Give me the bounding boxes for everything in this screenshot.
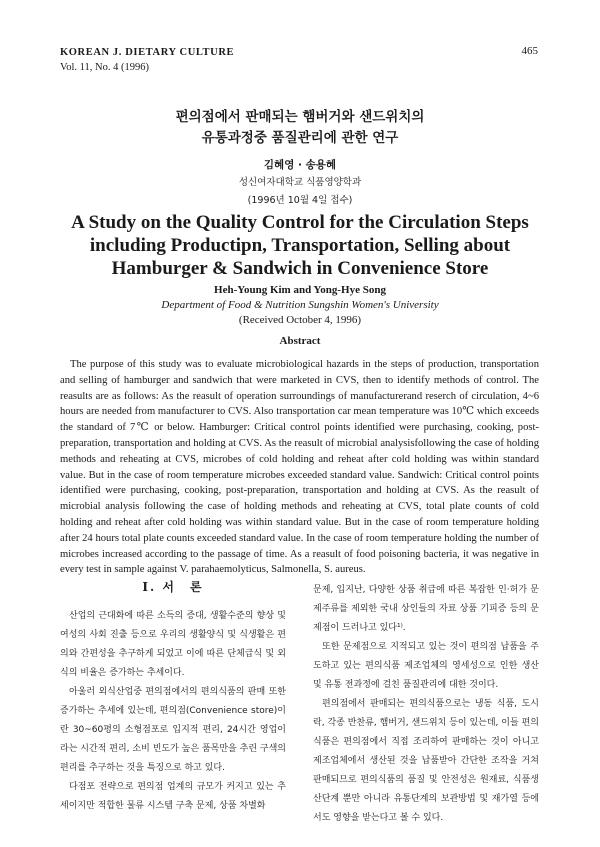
body-column-right bbox=[313, 581, 539, 828]
korean-author-block bbox=[0, 156, 600, 210]
abstract bbox=[60, 357, 539, 578]
english-title-line-1: A Study on the Quality Control for the Circulation Steps bbox=[71, 212, 529, 233]
english-received-date: (Received October 4, 1996) bbox=[238, 314, 362, 326]
korean-affiliation: 성신여자대학교 식품영양학과 bbox=[238, 177, 362, 188]
english-title-line-3: Hamburger & Sandwich in Convenience Store bbox=[111, 258, 489, 279]
korean-title-line-2: 유통과정중 품질관리에 관한 연구 bbox=[201, 130, 399, 146]
abstract-heading: Abstract bbox=[279, 335, 321, 347]
korean-received-date: (1996년 10월 4일 접수) bbox=[247, 195, 353, 206]
body-column-left bbox=[60, 578, 286, 816]
page-number: 465 bbox=[521, 45, 538, 57]
korean-authors: 김혜영 · 송용혜 bbox=[263, 159, 337, 171]
english-title bbox=[0, 211, 600, 280]
body-paragraph: 편의점에서 판매되는 편의식품으로는 냉동 식품, 도시락, 각종 반찬류, 햄버거, 샌드위치 등이 있는데, 이들 편의 식품은 편의점에서 직접 조리하여 판매하는 것이 아니고 제조업체에서 생산된 것을 납품받아 간단한 조작을 거쳐 판매되므로 편의식품의 품질 및 안전성은 원재료, 식품생산단계 뿐만 아니라 유통단계의 보관방법 및 재가열 등에서도 영향을 받는다고 볼 수 있다. bbox=[313, 699, 539, 823]
journal-name: KOREAN J. DIETARY CULTURE bbox=[60, 47, 235, 58]
english-authors: Heh-Young Kim and Yong-Hye Song bbox=[214, 284, 386, 296]
body-paragraph: 아울러 외식산업중 편의점에서의 편의식품의 판매 또한 증가하는 추세에 있는데, 편의점(Convenience store)이란 30~60평의 소형점포로 입지적 편리, 24시간 영업이라는 시간적 편리, 소비 빈도가 높은 품목만을 추린 구색의 편리를 추구하는 것을 특징으로 하고 있다. bbox=[60, 687, 286, 773]
abstract-body: The purpose of this study was to evaluate microbiological hazards in the steps of production, transportation and selling of hamburger and sandwich that were marketed in CVS, then to identify methods of control. The reasults are as follows: As the reasult of operation surroundings of manufacturerand reserch of circulation, 4~6 hours are needed from manufacturer to CVS. Also transportation car mean temperature was 10℃ which exceeds the standard of 7℃ or below. Hamburger: Critical control points identified were purchasing, cooking, post-preparation, transportation and holding at CVS. As the reasult of microbial analysisfollowing the case of holding methods and reheating at CVS, microbes of cold holding and reheat after cold holding was within standard value. But in the case of room temperature microbes exceeded standard value. Sandwich: Critical control points identified were purchasing, cooking, post-preparation, transportation and holding at CVS. As the reasult of microbial analysis following the case of holding methods and reheating at CVS, total plate counts of cold holding and reheat after cold holding was within standard value. But in the case of room temperature holding after 24 hours total plate counts exceeded standard value. In the case of room temperature holding the number of microbes increased according to the passage of time. As a reasult of food poisoning bacteria, it was negative in every test in sample against V. parahaemolyticus, Salmonella, S. aureus. bbox=[60, 359, 539, 576]
korean-title bbox=[0, 107, 600, 149]
english-department: Department of Food & Nutrition Sungshin Women's University bbox=[161, 299, 439, 311]
korean-title-line-1: 편의점에서 판매되는 햄버거와 샌드위치의 bbox=[175, 109, 425, 125]
english-author-block bbox=[0, 283, 600, 328]
section-heading-introduction: I. 서 론 bbox=[142, 580, 204, 594]
body-paragraph: 다점포 전략으로 편의점 업계의 규모가 커지고 있는 추세이지만 적합한 물류 시스템 구축 문제, 상품 차별화 bbox=[60, 782, 286, 811]
journal-volume: Vol. 11, No. 4 (1996) bbox=[60, 62, 149, 73]
body-paragraph: 산업의 근대화에 따른 소득의 증대, 생활수준의 향상 및 여성의 사회 진출 등으로 우리의 생활양식 및 식생활은 편의와 간편성을 추구하게 되었고 이에 따른 단체급식 및 외식의 비율은 증가하는 추세이다. bbox=[60, 611, 286, 678]
body-paragraph: 또한 문제점으로 지적되고 있는 것이 편의점 납품을 주도하고 있는 편의식품 제조업체의 영세성으로 인한 생산 및 유통 전과정에 걸친 품질관리에 대한 것이다. bbox=[313, 642, 539, 690]
body-paragraph: 문제, 입지난, 다양한 상품 취급에 따른 복잡한 인·허가 문제주류를 제외한 국내 상인들의 자료 상품 기피증 등의 문제점이 드러나고 있다¹⁾. bbox=[313, 585, 539, 633]
running-header bbox=[60, 45, 234, 75]
english-title-line-2: including Productipn, Transportation, Selling about bbox=[89, 235, 511, 256]
